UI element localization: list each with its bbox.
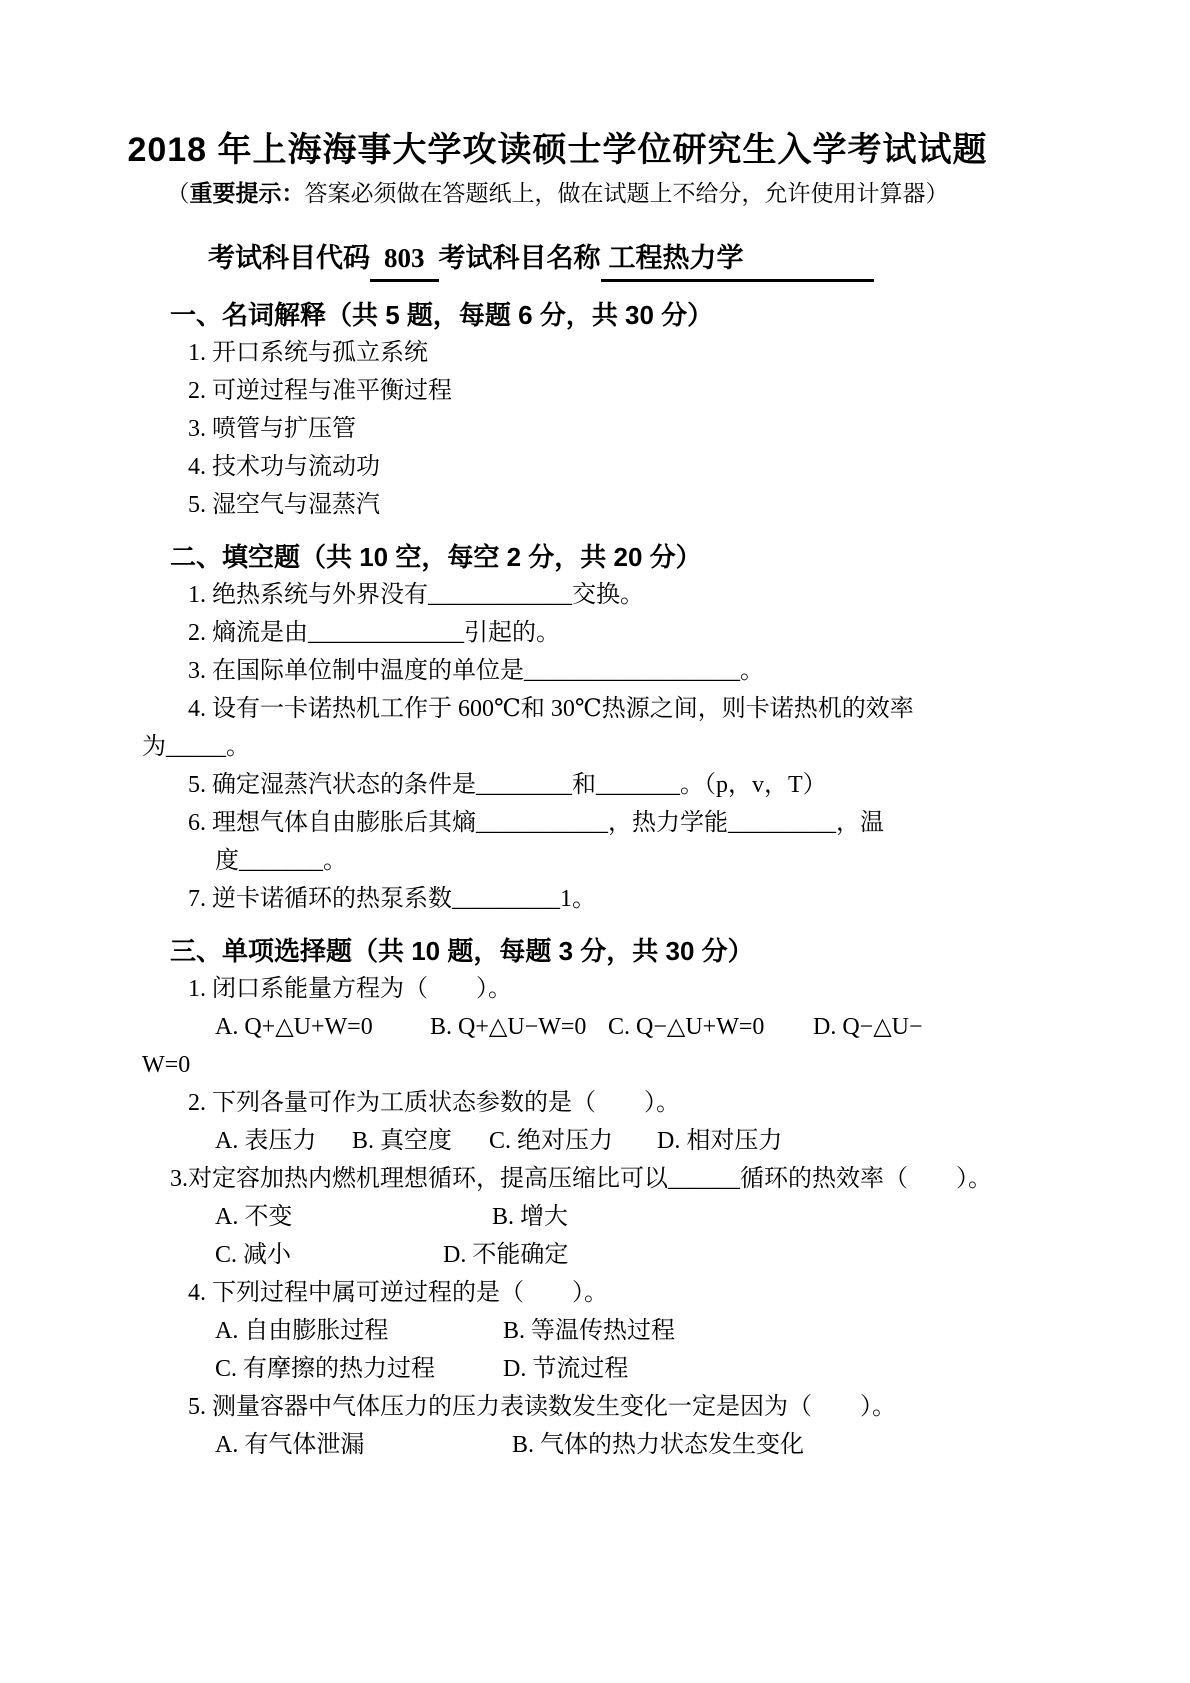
option-a: A. 自由膨胀过程 [215,1318,389,1344]
option-b: B. 真空度 [352,1128,453,1154]
section1-item: 5. 湿空气与湿蒸汽 [188,492,380,518]
notice-line [130,176,985,211]
section2-item-continuation: 为_____。 [142,734,250,760]
option-a: A. 有气体泄漏 [215,1432,365,1458]
section1-item: 4. 技术功与流动功 [188,454,380,480]
question-stem: 1. 闭口系能量方程为（ ）。 [188,976,512,1002]
question-stem: 2. 下列各量可作为工质状态参数的是（ ）。 [188,1090,680,1116]
section2-item: 1. 绝热系统与外界没有____________交换。 [188,582,644,608]
section2-heading: 二、填空题（共 10 空，每空 2 分，共 20 分） [170,542,702,572]
section1-heading: 一、名词解释（共 5 题，每题 6 分，共 30 分） [170,300,714,330]
option-c: C. 有摩擦的热力过程 [215,1356,436,1382]
subject-name-value: 工程热力学 [601,237,874,282]
option-c: C. 减小 [215,1242,292,1268]
subject-line [208,237,945,282]
section2-item-continuation: 度_______。 [215,848,347,874]
subject-name-label: 考试科目名称 [438,243,601,273]
option-d: D. 节流过程 [503,1356,629,1382]
question-stem: 4. 下列过程中属可逆过程的是（ ）。 [188,1280,608,1306]
subject-code-value: 803 [370,237,439,282]
option-b: B. 增大 [492,1204,569,1230]
option-b: B. 气体的热力状态发生变化 [512,1432,805,1458]
question-stem: 3.对定容加热内燃机理想循环，提高压缩比可以______循环的热效率（ ）。 [170,1166,992,1192]
page-title: 2018 年上海海事大学攻读硕士学位研究生入学考试试题 [127,131,988,169]
question-stem: 5. 测量容器中气体压力的压力表读数发生变化一定是因为（ ）。 [188,1394,896,1420]
option-d: D. 相对压力 [657,1128,783,1154]
option-row [215,1198,945,1236]
section1-item: 3. 喷管与扩压管 [188,416,356,442]
section1-item: 1. 开口系统与孤立系统 [188,340,428,366]
section3-heading: 三、单项选择题（共 10 题，每题 3 分，共 30 分） [170,936,754,966]
option-a: A. Q+△U+W=0 [215,1014,373,1040]
option-row [215,1350,945,1388]
notice-open: （ [166,181,190,206]
section2-item: 6. 理想气体自由膨胀后其熵___________，热力学能_________，温 [188,810,884,836]
option-row [215,1008,945,1046]
option-d: D. Q−△U− [813,1014,923,1040]
section2-item: 2. 熵流是由_____________引起的。 [188,620,560,646]
section2-item: 4. 设有一卡诺热机工作于 600℃和 30℃热源之间，则卡诺热机的效率 [188,696,914,722]
section1-item: 2. 可逆过程与准平衡过程 [188,378,452,404]
option-row [215,1426,945,1464]
option-b: B. 等温传热过程 [503,1318,676,1344]
notice-text: 答案必须做在答题纸上，做在试题上不给分，允许使用计算器） [304,181,949,206]
section2-item: 5. 确定湿蒸汽状态的条件是________和_______。（p，v，T） [188,772,827,798]
option-row [215,1236,945,1274]
notice-bold-label: 重要提示： [189,180,305,206]
option-b: B. Q+△U−W=0 [430,1014,587,1040]
option-a: A. 表压力 [215,1128,317,1154]
option-c: C. 绝对压力 [489,1128,614,1154]
option-row [215,1312,945,1350]
option-d-continuation: W=0 [142,1052,191,1078]
option-row [215,1122,945,1160]
section2-item: 7. 逆卡诺循环的热泵系数_________1。 [188,886,596,912]
section2-item: 3. 在国际单位制中温度的单位是__________________。 [188,658,764,684]
subject-code-label: 考试科目代码 [208,243,370,273]
option-c: C. Q−△U+W=0 [608,1014,765,1040]
option-d: D. 不能确定 [443,1242,569,1268]
option-a: A. 不变 [215,1204,293,1230]
